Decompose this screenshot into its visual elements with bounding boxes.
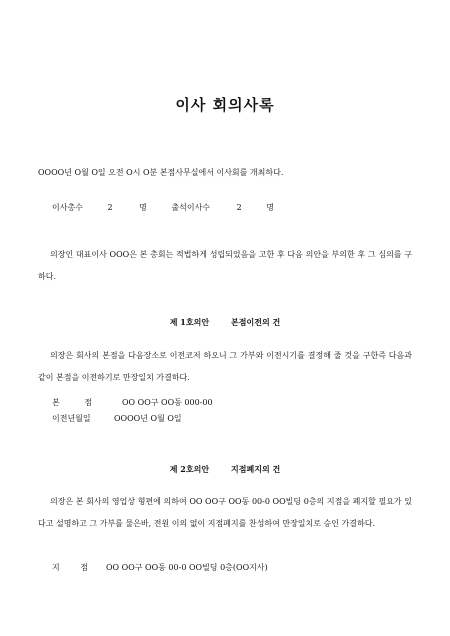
agenda-1-heading — [0, 317, 450, 328]
agenda-2-number: 제 2호의안 — [169, 464, 210, 474]
row-label: 본 점 — [52, 398, 92, 407]
present-directors-label: 출석이사수 — [171, 203, 211, 212]
agenda-2-heading — [0, 464, 450, 475]
agenda-1-row-office — [52, 398, 213, 408]
row-value: OO OO구 OO동 00-0 OO빌딩 0층(OO지사) — [106, 563, 268, 572]
present-directors-value: 2 — [236, 203, 242, 212]
present-directors-unit: 명 — [266, 203, 274, 212]
agenda-2-paragraph: 의장은 본 회사의 영업상 형편에 의하여 OO OO구 OO동 00-0 OO빌딩 0층의 지점을 폐지할 필요가 있다고 설명하고 그 가부를 물은바, 전원 이의 없이 지점폐지를 찬성하여 만장일치로 승인 가결하다. — [38, 497, 412, 528]
row-label: 이전년월일 — [52, 414, 91, 423]
agenda-2-subject: 지점폐지의 건 — [231, 464, 281, 474]
chair-paragraph: 의장인 대표이사 OOO은 본 총회는 적법하게 성립되었음을 고한 후 다음 의안을 부의한 후 그 심의를 구하다. — [38, 250, 412, 281]
attendance-row — [52, 203, 274, 213]
agenda-1-subject: 본점이전의 건 — [231, 317, 281, 327]
agenda-1-row-date — [52, 414, 182, 424]
agenda-1-paragraph: 의장은 회사의 본점을 다음장소로 이전코저 하오니 그 가부와 이전시기를 결정해 줄 것을 구한즉 다음과 같이 본점을 이전하기로 만장일치 가결하다. — [38, 351, 412, 382]
total-directors-unit: 명 — [139, 203, 147, 212]
agenda-2-row-branch — [52, 563, 268, 573]
agenda-1-number: 제 1호의안 — [169, 317, 210, 327]
row-value: OO OO구 OO동 000-00 — [122, 398, 213, 407]
opening-line: OOOO년 O월 O일 오전 O시 O분 본점사무실에서 이사회를 개최하다. — [38, 168, 284, 177]
document-title: 이사 회의사록 — [175, 96, 275, 114]
total-directors-value: 2 — [107, 203, 113, 212]
total-directors-label: 이사총수 — [52, 203, 83, 212]
row-label: 지 점 — [52, 563, 88, 572]
row-value: OOOO년 O월 O일 — [114, 414, 182, 423]
